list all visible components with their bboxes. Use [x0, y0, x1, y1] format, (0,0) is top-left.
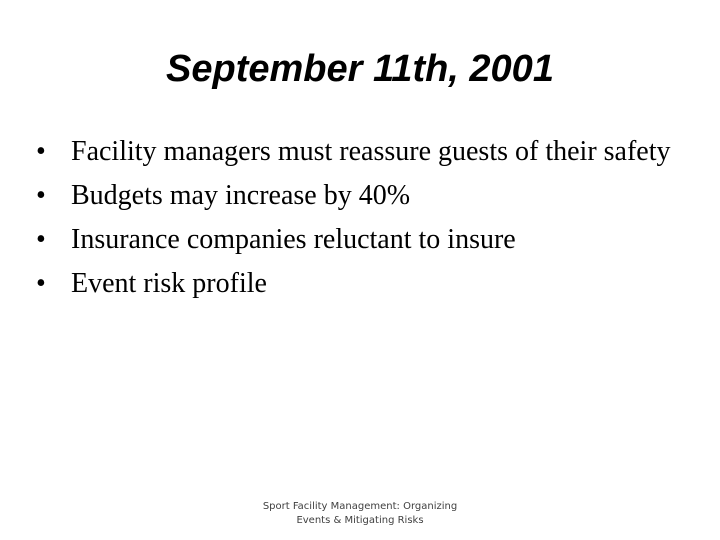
bullet-item [36, 134, 686, 170]
bullet-icon: • [36, 180, 46, 211]
bullet-list [36, 134, 686, 310]
bullet-text: Facility managers must reassure guests of their safety [71, 136, 671, 167]
bullet-icon: • [36, 136, 46, 167]
bullet-item [36, 222, 686, 258]
bullet-text: Event risk profile [71, 268, 267, 299]
slide-title: September 11th, 2001 [166, 48, 554, 90]
bullet-item [36, 178, 686, 214]
bullet-icon: • [36, 268, 46, 299]
bullet-text: Budgets may increase by 40% [71, 180, 411, 211]
footer-line: Events & Mitigating Risks [296, 515, 424, 526]
bullet-icon: • [36, 224, 46, 255]
bullet-item [36, 266, 686, 302]
slide-footer [250, 500, 470, 528]
bullet-text: Insurance companies reluctant to insure [71, 224, 516, 255]
footer-line: Sport Facility Management: Organizing [262, 501, 458, 512]
